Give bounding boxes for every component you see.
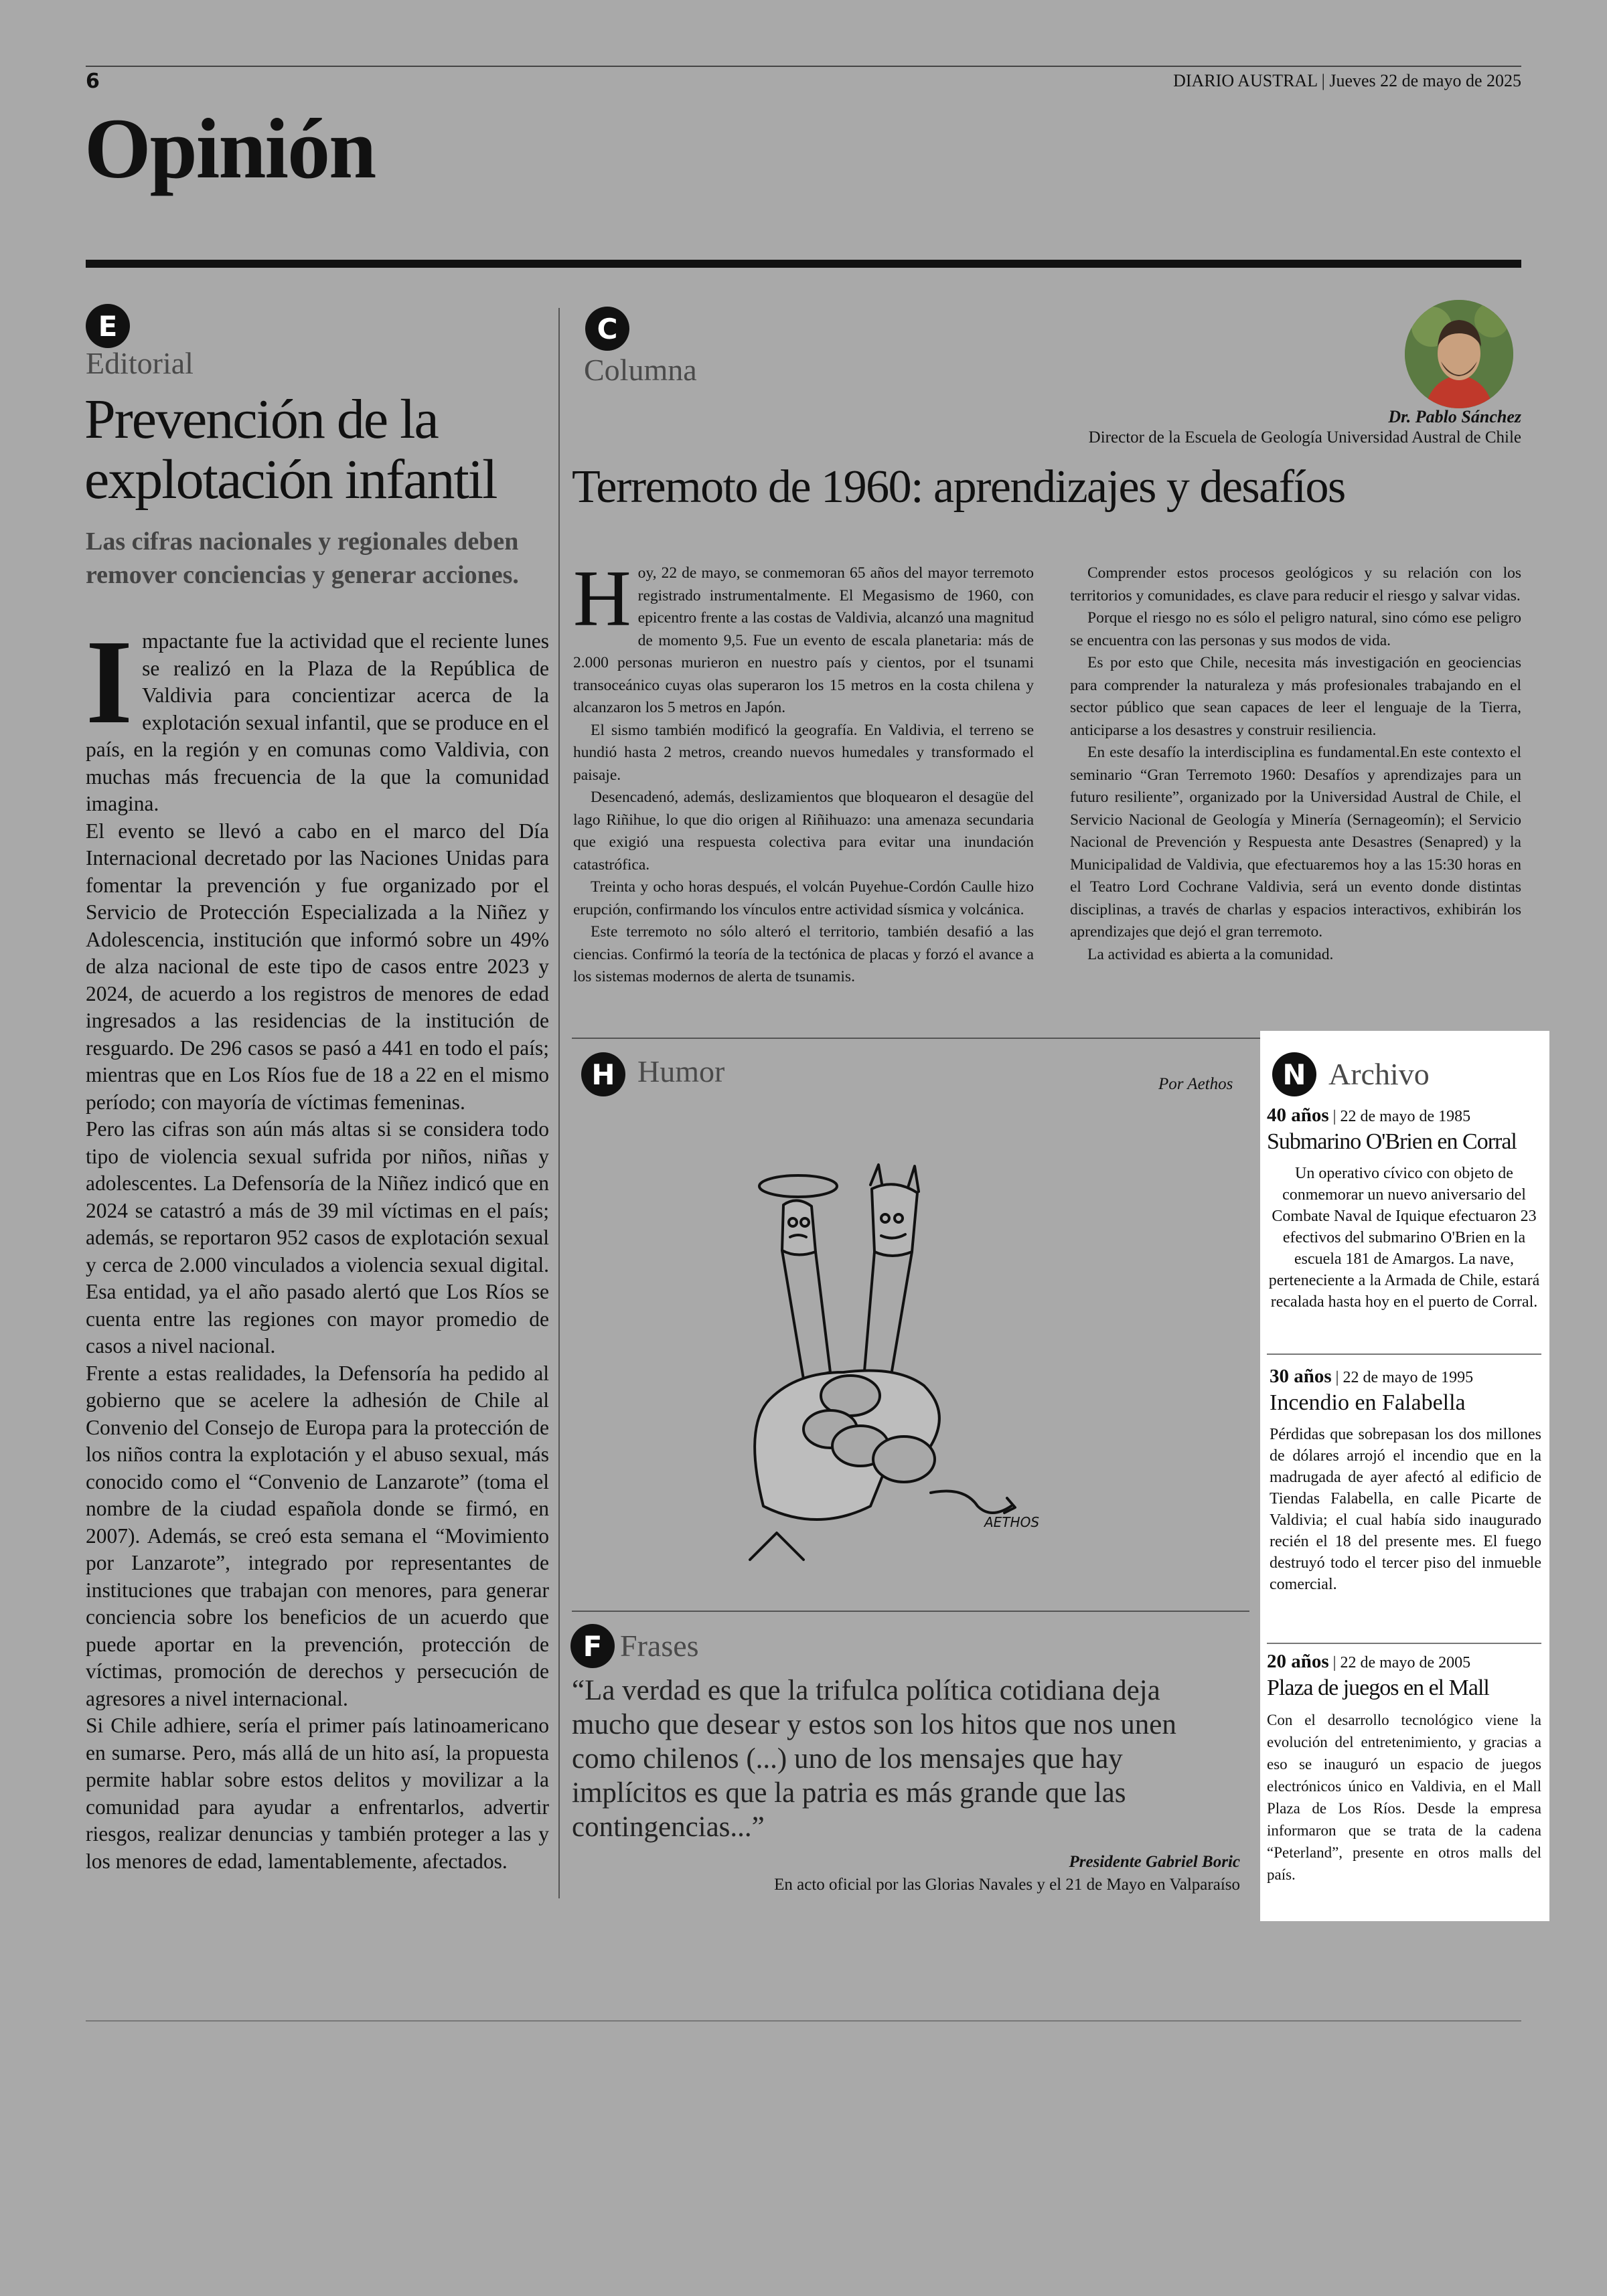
column-section-label: Columna (584, 353, 697, 387)
archivo-title: Incendio en Falabella (1270, 1390, 1466, 1415)
editorial-body (86, 615, 549, 1875)
cartoon-signature: AETHOS (984, 1514, 1040, 1530)
archivo-title: Plaza de juegos en el Mall (1267, 1675, 1489, 1700)
page-bottom-rule (86, 2020, 1521, 2022)
column-paragraph: El sismo también modificó la geografía. En Valdivia, el terreno se hundió hasta 2 metros, creando nuevos humedales y transformado el paisaje. (573, 721, 1034, 784)
column-body-left (573, 554, 1034, 989)
humor-cartoon (723, 1158, 1018, 1580)
humor-section-label: Humor (637, 1054, 725, 1088)
header-top-rule (86, 66, 1521, 67)
editorial-title: Prevención de la explotación infantil (84, 388, 497, 511)
editorial-drop-cap: I (86, 615, 133, 748)
archivo-item (1267, 1651, 1541, 1886)
archivo-body: Un operativo cívico con objeto de conmemorar un nuevo aniversario del Combate Naval de Iquique efectuaron 23 efectivos del submarino O'Brien en la escuela 181 de Amargos. La nave, perteneciente a la Armada de Chile, estará recalada hasta hoy en el puerto de Corral. (1268, 1165, 1540, 1311)
archivo-years: 20 años (1267, 1651, 1329, 1672)
author-photo (1405, 300, 1513, 408)
humor-bottom-rule (572, 1611, 1249, 1612)
column-paragraph: Porque el riesgo no es sólo el peligro natural, sino cómo ese peligro se encuentra con las personas y sus modos de vida. (1070, 609, 1521, 649)
section-title: Opinión (84, 101, 376, 196)
column-divider (558, 308, 560, 1898)
frases-badge: F (570, 1624, 615, 1668)
column-paragraph: Es por esto que Chile, necesita más investigación en geociencias para comprender la naturaleza y más profesionales trabajando en el sector público que sean capaces de leer el lenguaje de la Tierra, anticiparse a los desastres y construir resiliencia. (1070, 654, 1521, 739)
archivo-date: 22 de mayo de 2005 (1340, 1654, 1471, 1671)
archivo-item-header: 30 años | 22 de mayo de 1995 (1270, 1366, 1474, 1387)
editorial-paragraph: Pero las cifras son aún más altas si se considera todo tipo de violencia sexual sufrida por niños, niñas y adolescentes. La Defensoría de la Niñez indicó que en 2024 se catastró a más de 39 mil víctimas en el país; además, se reportaron 952 casos de explotación sexual y cerca de 2.000 vinculados a violencia sexual digital. Esa entidad, ya el año pasado alertó que Los Ríos se cuenta entre las regiones con mayor promedio de casos a nivel nacional. (86, 1117, 549, 1358)
column-title: Terremoto de 1960: aprendizajes y desafíos (572, 461, 1345, 513)
humor-badge: H (581, 1052, 625, 1096)
archivo-divider (1267, 1354, 1541, 1355)
issue-date: Jueves 22 de mayo de 2025 (1329, 71, 1521, 90)
column-paragraph: En este desafío la interdisciplina es fundamental.En este contexto el seminario “Gran Terremoto 1960: Desafíos y aprendizajes para un futuro resiliente”, organizado por la Universidad Austral de Chile, el Servicio Nacional de Geología y Minería (Sernageomín); el Servicio Nacional de Prevención y Respuesta ante Desastres (Senapred) y la Municipalidad de Valdivia, que efectuaremos hoy a las 15:30 horas en el Teatro Lord Cochrane Valdivia, será un evento donde distintas disciplinas, a través de charlas y espacios interactivos, exhibirán los aprendizajes que dejó el gran terremoto. (1070, 744, 1521, 940)
editorial-subtitle: Las cifras nacionales y regionales deben remover conciencias y generar acciones. (86, 527, 519, 589)
column-paragraph: Este terremoto no sólo alteró el territorio, también desafió a las ciencias. Confirmó la teoría de la tectónica de placas y forzó el avance a los sistemas modernos de alerta de tsunamis. (573, 923, 1034, 985)
frases-section-label: Frases (620, 1629, 699, 1663)
column-paragraph: Desencadenó, además, deslizamientos que bloquearon el desagüe del lago Riñihue, lo que dio origen al Riñihuazo: una amenaza secundaria que exigió una respuesta colectiva para evitar una inundación catastrófica. (573, 789, 1034, 874)
dateline-divider: | (1321, 71, 1330, 90)
frases-quote: “La verdad es que la trifulca política cotidiana deja mucho que desear y estos son los hitos que nos unen como chilenos (...) uno de los mensajes que hay implícitos es que la patria es más grande que las contingencias...” (572, 1675, 1176, 1843)
column-drop-cap: H (573, 554, 631, 643)
page-number: 6 (86, 70, 100, 93)
column-paragraph: Treinta y ocho horas después, el volcán Puyehue-Cordón Caulle hizo erupción, confirmando los vínculos entre actividad sísmica y volcánica. (573, 878, 1034, 918)
editorial-paragraph: Si Chile adhiere, sería el primer país latinoamericano en sumarse. Pero, más allá de un hito así, la propuesta permite hablar sobre estos delitos y movilizar a la comunidad para ayudar a enfrentarlos, advertir riesgos, realizar denuncias y también proteger a las y los menores de edad, lamentablemente, afectados. (86, 1714, 549, 1873)
column-body-right (1070, 562, 1521, 966)
editorial-section-label: Editorial (86, 346, 194, 380)
editorial-paragraph: El evento se llevó a cabo en el marco del Día Internacional decretado por las Naciones Unidas para fomentar la prevención y fue organizado por el Servicio de Protección Especializada a la Niñez y Adolescencia, institución que informó sobre un 49% de alza nacional de este tipo de casos entre 2023 y 2024, de acuerdo a los registros de menores de edad ingresados a las residencias de la institución de resguardo. De 296 casos se pasó a 441 en todo el país; mientras que en Los Ríos fue de 18 a 22 en el mismo período; con mayoría de víctimas femeninas. (86, 819, 549, 1114)
archivo-years: 40 años (1267, 1104, 1329, 1126)
archivo-item-header: 40 años | 22 de mayo de 1985 (1267, 1104, 1471, 1126)
column-paragraph: La actividad es abierta a la comunidad. (1087, 945, 1334, 963)
editorial-badge: E (86, 304, 130, 348)
archivo-item (1267, 1104, 1541, 1313)
archivo-item (1270, 1366, 1541, 1595)
author-name: Dr. Pablo Sánchez (1388, 407, 1521, 426)
frases-context: En acto oficial por las Glorias Navales y el 21 de Mayo en Valparaíso (774, 1876, 1240, 1894)
archivo-item-header: 20 años | 22 de mayo de 2005 (1267, 1651, 1471, 1672)
editorial-paragraph: mpactante fue la actividad que el reciente lunes se realizó en la Plaza de la República de Valdivia para concientizar acerca de la explotación sexual infantil, que se produce en el país, en la región y en comunas como Valdivia, con muchas más frecuencia de la que la comunidad imagina. (86, 629, 549, 815)
archivo-badge: N (1272, 1052, 1316, 1096)
editorial-paragraph: Frente a estas realidades, la Defensoría ha pedido al gobierno que se acelere la adhesión de Chile al Convenio del Consejo de Europa para la protección de los niños contra la explotación y el abuso sexual, más conocido como el “Convenio de Lanzarote” (toma el nombre de la ciudad española donde se firmó, en 2007). Además, se creó esta semana el “Movimiento por Lanzarote”, integrado por representantes de instituciones que trabajan con menores, para generar conciencia sobre los beneficios de un acuerdo que puede aportar en la prevención, protección de víctimas, promoción de derechos y persecución de agresores a nivel internacional. (86, 1361, 549, 1710)
header-thick-rule (86, 260, 1521, 268)
frases-speaker: Presidente Gabriel Boric (1069, 1853, 1240, 1871)
column-paragraph: oy, 22 de mayo, se conmemoran 65 años del mayor terremoto registrado instrumentalmente. El Megasismo de 1960, con epicentro frente a las costas de Valdivia, alcanzó una magnitud de momento 9,5. Fue un evento de escala planetaria: más de 2.000 personas murieron en nuestro país y cientos, por el tsunami transoceánico cuyas olas superaron los 15 metros en la costa chilena y alcanzaron los 5 metros en Japón. (573, 564, 1034, 716)
humor-credit: Por Aethos (1158, 1075, 1233, 1093)
archivo-body: Pérdidas que sobrepasan los dos millones de dólares arrojó el incendio que en la madrugada de ayer afectó al edificio de Tiendas Falabella, en calle Picarte de Valdivia; el cual había sido inaugurado recién el 18 del presente mes. El fuego destruyó todo el tercer piso del inmueble comercial. (1270, 1426, 1541, 1593)
paper-name: DIARIO AUSTRAL (1173, 71, 1318, 90)
header-dateline (1173, 71, 1521, 91)
cartoon-illustration (723, 1158, 1018, 1580)
archivo-title: Submarino O'Brien en Corral (1267, 1129, 1517, 1154)
archivo-years: 30 años (1270, 1366, 1332, 1387)
archivo-date: 22 de mayo de 1985 (1340, 1108, 1471, 1125)
archivo-body: Con el desarrollo tecnológico viene la evolución del entretenimiento, y gracias a eso se inauguró un espacio de juegos electrónicos único en Valdivia, en el Mall Plaza de Los Ríos. Desde la empresa informaron que se trata de la cadena “Peterland”, presente en otros malls del país. (1267, 1712, 1541, 1883)
author-portrait-image (1405, 300, 1513, 408)
archivo-divider (1267, 1643, 1541, 1644)
column-paragraph: Comprender estos procesos geológicos y su relación con los territorios y comunidades, es clave para reducir el riesgo y salvar vidas. (1070, 564, 1521, 604)
archivo-box (1260, 1031, 1549, 1921)
author-role: Director de la Escuela de Geología Universidad Austral de Chile (1088, 428, 1521, 446)
archivo-section-label: Archivo (1328, 1057, 1430, 1091)
column-badge: C (585, 307, 629, 351)
archivo-date: 22 de mayo de 1995 (1343, 1369, 1474, 1386)
